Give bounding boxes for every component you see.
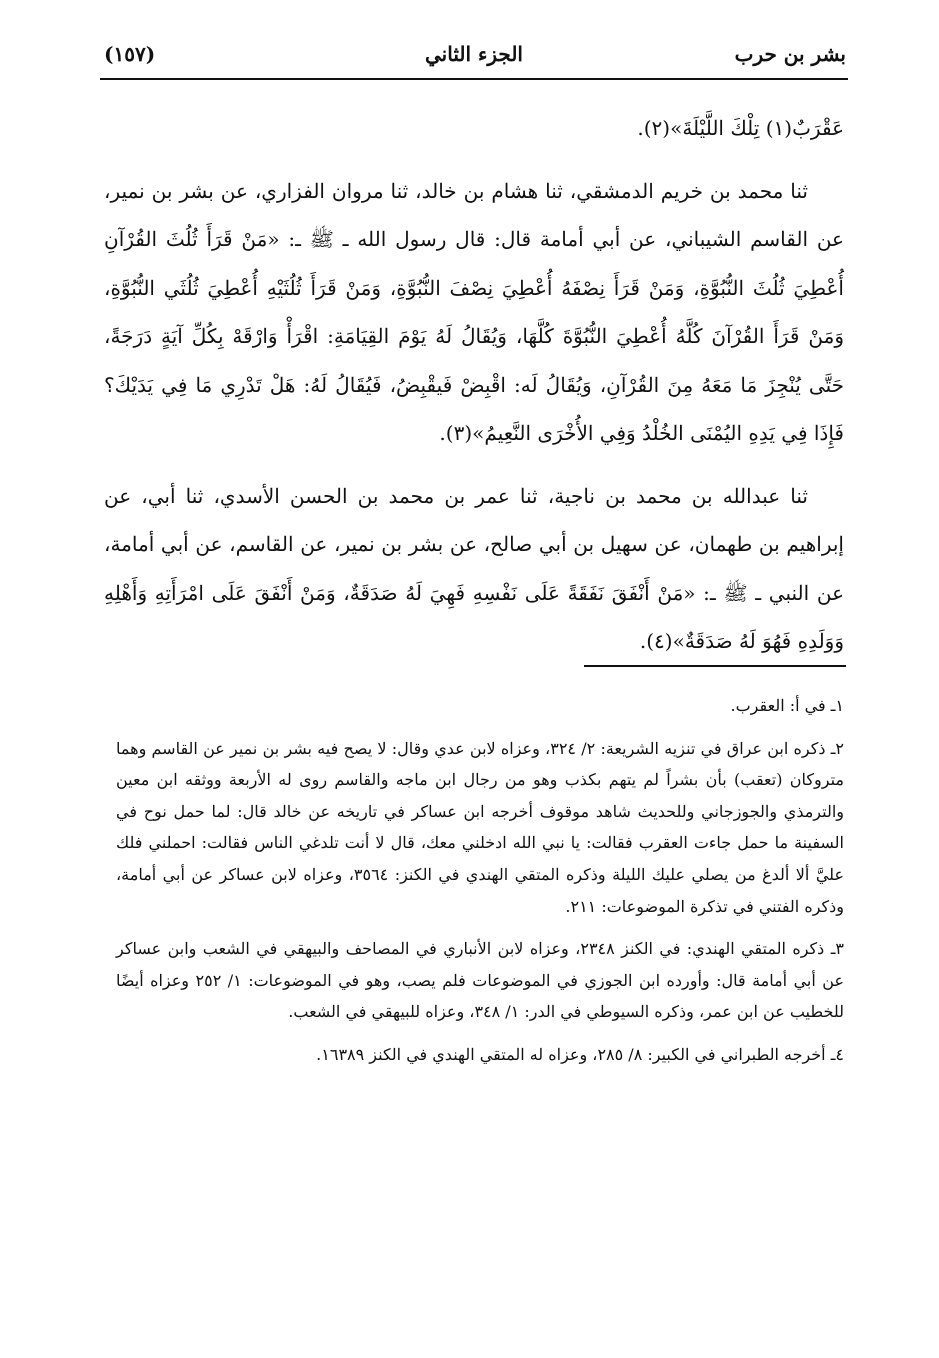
part-title: الجزء الثاني bbox=[425, 42, 523, 66]
footnote-1: ١ـ في أ: العقرب. bbox=[730, 696, 844, 715]
footnotes bbox=[116, 690, 844, 1082]
footnote-3: ٣ـ ذكره المتقي الهندي: في الكنز ٢٣٤٨، وعزاه لابن الأنباري في المصاحف والبيهقي في الشعب وابن عساكر عن أبي أمامة قال: وأورده ابن الجوزي في الموضوعات فلم يصب، وهو في الموضوعات: ١/ ٢٥٢ وعزاه أيضًا للخطيب عن ابن عمر، وذكره السيوطي في الدر: ١/ ٣٤٨، وعزاه للبيهقي في الشعب. bbox=[116, 939, 845, 1022]
page-number: (١٥٧) bbox=[104, 42, 156, 66]
footnote-4: ٤ـ أخرجه الطبراني في الكبير: ٨/ ٢٨٥، وعزاه له المتقي الهندي في الكنز ١٦٣٨٩. bbox=[316, 1044, 844, 1064]
paragraph-hadith-sadaqa: ثنا عبدالله بن محمد بن ناجية، ثنا عمر بن محمد بن الحسن الأسدي، ثنا أبي، عن إبراهيم بن طهمان، عن سهيل بن أبي صالح، عن بشر بن نمير، عن القاسم، عن أبي أمامة، عن النبي ـ ﷺ ـ: «مَنْ أَنْفَقَ نَفَقَةً عَلَى نَفْسِهِ فَهِيَ لَهُ صَدَقَةٌ، وَمَنْ أَنْفَقَ عَلَى امْرَأَتِهِ وَأَهْلِهِ وَوَلَدِهِ فَهُوَ لَهُ صَدَقَةٌ»(٤). bbox=[104, 483, 845, 653]
main-text bbox=[104, 104, 844, 666]
footnote-2: ٢ـ ذكره ابن عراق في تنزيه الشريعة: ٢/ ٣٢٤، وعزاه لابن عدي وقال: لا يصح فيه بشر بن نمير عن القاسم وهما متروكان (تعقب) بأن بشراً لم يتهم بكذب وهو من رجال ابن ماجه والقاسم روى له الأربعة ووثقه ابن معين والترمذي والجوزجاني وللحديث شاهد موقوف أخرجه ابن عساكر في تاريخه عن خالد قال: لما حمل نوح في السفينة ما حمل جاءت العقرب فقالت: يا نبي الله ادخلني معك، قال لا أنت تلدغي الناس فقالت: احملني فلك عليَّ ألا ألدغ من يصلي عليك الليلة وذكره المتقي الهندي في الكنز: ٣٥٦٤، وعزاه لابن عساكر عن أبي أمامة، وذكره الفتني في تذكرة الموضوعات: ٢١١. bbox=[116, 738, 845, 916]
page-header bbox=[100, 38, 848, 78]
paragraph-hadith-end: عَقْرَبٌ(١) تِلْكَ اللَّيْلَةَ»(٢). bbox=[637, 116, 844, 140]
footnote-separator bbox=[584, 665, 846, 667]
running-author-title: بشر بن حرب bbox=[734, 42, 846, 66]
header-rule bbox=[100, 78, 848, 80]
paragraph-hadith-quran: ثنا محمد بن خريم الدمشقي، ثنا هشام بن خالد، ثنا مروان الفزاري، عن بشر بن نمير، عن القاسم الشيباني، عن أبي أمامة قال: قال رسول الله ـ ﷺ ـ: «مَنْ قَرَأَ ثُلُثَ القُرْآنِ أُعْطِيَ ثُلُثَ النُّبُوَّةِ، وَمَنْ قَرَأَ نِصْفَهُ أُعْطِيَ نِصْفَ النُّبُوَّةِ، وَمَنْ قَرَأَ ثُلُثَيْهِ أُعْطِيَ ثُلُثَي النُّبُوَّةِ، وَمَنْ قَرَأَ القُرْآنَ كُلَّهُ أُعْطِيَ النُّبُوَّةَ كُلَّهَا، وَيُقَالُ لَهُ يَوْمَ القِيَامَةِ: اقْرَأْ وَارْقَهْ بِكُلِّ آيَةٍ دَرَجَةً، حَتَّى يُنْجِزَ مَا مَعَهُ مِنَ القُرْآنِ، وَيُقَالُ لَه: اقْبِضْ فَيقْبِضُ، فَيُقَالُ لَهُ: هَلْ تَدْرِي مَا فِي يَدَيْكَ؟ فَإِذَا فِي يَدِهِ اليُمْنَى الخُلْدُ وَفِي الأُخْرَى النَّعِيمُ»(٣). bbox=[104, 178, 844, 445]
